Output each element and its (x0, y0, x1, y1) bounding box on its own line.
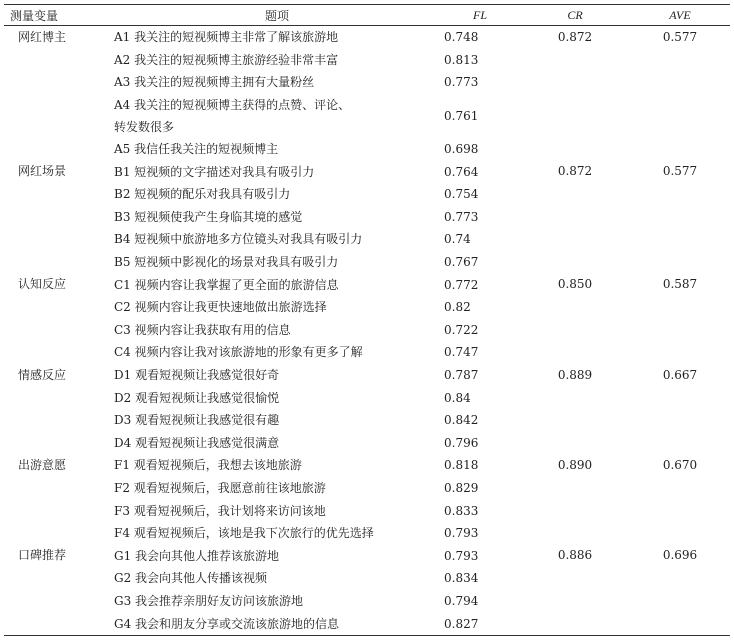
cell-cr: 0.872 (557, 164, 593, 179)
cell-item: F2 观看短视频后，我愿意前往该地旅游 (114, 480, 326, 495)
cell-cr (520, 612, 630, 635)
cell-ave (630, 477, 730, 500)
table-row (4, 296, 730, 319)
cell-item: C3 视频内容让我获取有用的信息 (114, 322, 291, 337)
cell-item: D2 观看短视频让我感觉很愉悦 (114, 390, 280, 405)
cell-variable: 认知反应 (18, 277, 67, 292)
cell-ave (630, 432, 730, 455)
cell-item: C2 视频内容让我更快速地做出旅游选择 (114, 300, 327, 315)
cell-ave (630, 319, 730, 342)
table-row (4, 273, 730, 296)
table-row (4, 94, 730, 138)
cell-variable (4, 206, 114, 229)
table-row (4, 612, 730, 635)
header-variable: 测量变量 (10, 8, 59, 23)
table-row (4, 454, 730, 477)
header-ave: AVE (669, 7, 691, 22)
cell-variable (4, 499, 114, 522)
cell-variable (4, 71, 114, 94)
table-row (4, 26, 730, 49)
cell-fl: 0.773 (444, 75, 479, 90)
cell-ave (630, 567, 730, 590)
cell-fl: 0.834 (444, 571, 479, 586)
cell-cr (520, 499, 630, 522)
cell-cr (520, 319, 630, 342)
cell-fl: 0.754 (444, 187, 479, 202)
cell-cr (520, 386, 630, 409)
cell-ave (630, 522, 730, 545)
cell-variable (4, 409, 114, 432)
cell-variable (4, 386, 114, 409)
table-row (4, 228, 730, 251)
cell-item: A1 我关注的短视频博主非常了解该旅游地 (114, 30, 339, 45)
cell-fl: 0.793 (444, 548, 479, 563)
table-row (4, 160, 730, 183)
cell-cr (520, 94, 630, 138)
cell-variable (4, 228, 114, 251)
cell-ave (630, 228, 730, 251)
cell-fl: 0.787 (444, 368, 479, 383)
cell-cr (520, 590, 630, 613)
cell-item-line1: A4 我关注的短视频博主获得的点赞、评论、 (114, 97, 351, 112)
cell-cr (520, 522, 630, 545)
cell-variable (4, 341, 114, 364)
header-cr: CR (567, 7, 583, 22)
cell-variable (4, 319, 114, 342)
cell-ave (630, 49, 730, 72)
header-fl: FL (472, 7, 487, 22)
table-row (4, 183, 730, 206)
cell-fl: 0.829 (444, 480, 479, 495)
table-row (4, 138, 730, 161)
cell-item: G2 我会向其他人传播该视频 (114, 571, 268, 586)
cell-ave (630, 386, 730, 409)
cell-variable (4, 138, 114, 161)
cell-ave (630, 499, 730, 522)
table-body (4, 26, 730, 636)
cell-fl: 0.764 (444, 164, 479, 179)
table-row (4, 206, 730, 229)
cell-item: F1 观看短视频后，我想去该地旅游 (114, 458, 302, 473)
cell-ave: 0.667 (662, 367, 698, 382)
measurement-table (4, 4, 730, 636)
cell-fl: 0.827 (444, 616, 479, 631)
cell-ave (630, 612, 730, 635)
cell-fl: 0.767 (444, 255, 479, 270)
cell-item-line2: 转发数很多 (114, 119, 175, 134)
cell-cr: 0.890 (557, 458, 593, 473)
cell-cr (520, 49, 630, 72)
cell-ave (630, 94, 730, 138)
cell-item: B2 短视频的配乐对我具有吸引力 (114, 187, 291, 202)
table-row (4, 567, 730, 590)
cell-ave: 0.587 (662, 277, 698, 292)
table-row (4, 432, 730, 455)
table-row (4, 49, 730, 72)
cell-cr (520, 477, 630, 500)
cell-cr (520, 251, 630, 274)
table-row (4, 544, 730, 567)
cell-fl: 0.747 (444, 345, 479, 360)
cell-variable (4, 567, 114, 590)
cell-cr: 0.889 (557, 367, 593, 382)
header-item: 题项 (264, 8, 289, 23)
cell-cr (520, 71, 630, 94)
cell-item: A5 我信任我关注的短视频博主 (114, 142, 279, 157)
cell-fl: 0.84 (444, 390, 471, 405)
cell-ave: 0.696 (662, 548, 698, 563)
cell-variable (4, 432, 114, 455)
cell-ave (630, 138, 730, 161)
cell-variable (4, 477, 114, 500)
cell-item: D3 观看短视频让我感觉很有趣 (114, 413, 280, 428)
cell-ave (630, 183, 730, 206)
table-header (4, 5, 730, 26)
cell-ave (630, 71, 730, 94)
table-row (4, 341, 730, 364)
table-row (4, 522, 730, 545)
cell-cr (520, 409, 630, 432)
cell-item: C1 视频内容让我掌握了更全面的旅游信息 (114, 277, 339, 292)
cell-variable (4, 183, 114, 206)
cell-variable: 网红博主 (18, 30, 67, 44)
table-row (4, 409, 730, 432)
cell-variable (4, 49, 114, 72)
table-row (4, 364, 730, 387)
cell-ave: 0.577 (662, 164, 698, 179)
cell-variable (4, 522, 114, 545)
header-row (4, 5, 730, 26)
cell-cr: 0.872 (557, 30, 593, 44)
cell-ave (630, 206, 730, 229)
cell-cr: 0.850 (557, 277, 593, 292)
cell-ave (630, 251, 730, 274)
table-row (4, 251, 730, 274)
cell-item: D4 观看短视频让我感觉很满意 (114, 435, 280, 450)
cell-variable (4, 296, 114, 319)
cell-variable (4, 612, 114, 635)
cell-item: F4 观看短视频后，该地是我下次旅行的优先选择 (114, 526, 374, 541)
cell-ave: 0.670 (662, 458, 698, 473)
cell-cr (520, 341, 630, 364)
cell-item: A2 我关注的短视频博主旅游经验非常丰富 (114, 52, 339, 67)
cell-fl: 0.748 (444, 30, 479, 45)
cell-fl: 0.773 (444, 209, 479, 224)
cell-variable: 情感反应 (18, 367, 67, 382)
cell-variable (4, 251, 114, 274)
cell-fl: 0.772 (444, 277, 479, 292)
cell-item: G4 我会和朋友分享或交流该旅游地的信息 (114, 616, 340, 631)
cell-item: B4 短视频中旅游地多方位镜头对我具有吸引力 (114, 232, 363, 247)
cell-item: F3 观看短视频后，我计划将来访问该地 (114, 503, 326, 518)
cell-fl: 0.833 (444, 503, 479, 518)
cell-cr (520, 138, 630, 161)
cell-cr (520, 206, 630, 229)
cell-fl: 0.761 (444, 108, 479, 123)
cell-cr (520, 228, 630, 251)
cell-cr: 0.886 (557, 548, 593, 563)
cell-fl: 0.818 (444, 458, 479, 473)
table-row (4, 386, 730, 409)
cell-cr (520, 296, 630, 319)
cell-ave (630, 409, 730, 432)
cell-variable: 口碑推荐 (18, 548, 67, 563)
cell-fl: 0.722 (444, 322, 479, 337)
cell-ave (630, 341, 730, 364)
table-row (4, 590, 730, 613)
table-row (4, 319, 730, 342)
cell-fl: 0.794 (444, 593, 479, 608)
cell-item: G1 我会向其他人推荐该旅游地 (114, 548, 280, 563)
cell-fl: 0.842 (444, 413, 479, 428)
table-row (4, 477, 730, 500)
cell-fl: 0.813 (444, 52, 479, 67)
table (4, 4, 730, 636)
cell-cr (520, 567, 630, 590)
cell-variable: 网红场景 (18, 164, 67, 179)
cell-item: A3 我关注的短视频博主拥有大量粉丝 (114, 75, 315, 90)
cell-item: B1 短视频的文字描述对我具有吸引力 (114, 164, 315, 179)
cell-variable (4, 94, 114, 138)
cell-cr (520, 183, 630, 206)
cell-item: D1 观看短视频让我感觉很好奇 (114, 368, 280, 383)
cell-fl: 0.82 (444, 300, 471, 315)
cell-cr (520, 432, 630, 455)
cell-item (114, 94, 440, 138)
cell-fl: 0.698 (444, 142, 479, 157)
table-row (4, 499, 730, 522)
cell-item: B3 短视频使我产生身临其境的感觉 (114, 209, 303, 224)
cell-variable (4, 590, 114, 613)
cell-fl: 0.796 (444, 435, 479, 450)
cell-item: G3 我会推荐亲朋好友访问该旅游地 (114, 593, 304, 608)
cell-ave: 0.577 (662, 30, 698, 44)
table-row (4, 71, 730, 94)
cell-fl: 0.793 (444, 526, 479, 541)
cell-ave (630, 590, 730, 613)
cell-item: C4 视频内容让我对该旅游地的形象有更多了解 (114, 345, 363, 360)
cell-fl: 0.74 (444, 232, 471, 247)
cell-item: B5 短视频中影视化的场景对我具有吸引力 (114, 255, 339, 270)
cell-ave (630, 296, 730, 319)
cell-variable: 出游意愿 (18, 458, 67, 473)
